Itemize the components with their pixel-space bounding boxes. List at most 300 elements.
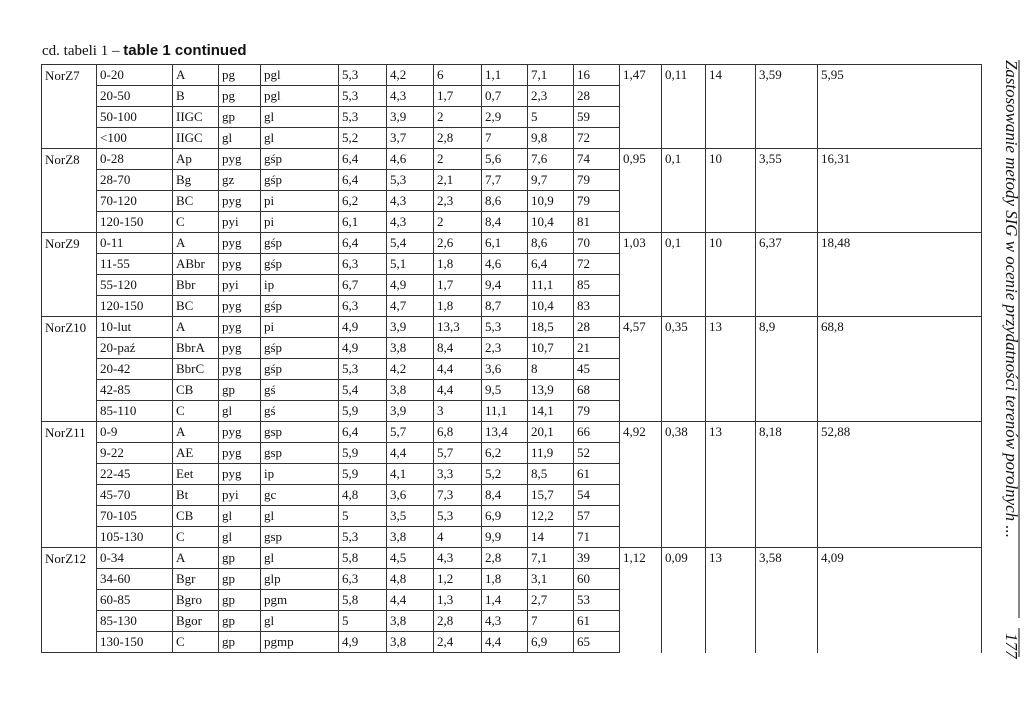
table-cell: 34-60: [97, 569, 173, 590]
summary-empty-cell: [818, 380, 982, 401]
table-cell: 13,3: [434, 317, 482, 338]
summary-empty-cell: [756, 170, 818, 191]
summary-cell: 18,48: [818, 233, 982, 254]
table-cell: 39: [574, 548, 620, 569]
page-number: 177: [1002, 633, 1021, 659]
table-cell: 60: [574, 569, 620, 590]
table-cell: 10-lut: [97, 317, 173, 338]
table-cell: 5,8: [339, 548, 387, 569]
table-cell: 5,3: [434, 506, 482, 527]
site-cell: NorZ11: [42, 422, 97, 548]
table-cell: Bgor: [173, 611, 219, 632]
summary-empty-cell: [756, 590, 818, 611]
table-cell: 1,8: [434, 296, 482, 317]
table-cell: 9,9: [482, 527, 528, 548]
summary-empty-cell: [706, 569, 756, 590]
summary-empty-cell: [620, 296, 662, 317]
table-cell: 5,6: [482, 149, 528, 170]
table-cell: 66: [574, 422, 620, 443]
table-cell: 8,4: [482, 212, 528, 233]
summary-empty-cell: [706, 485, 756, 506]
summary-cell: 14: [706, 65, 756, 86]
table-cell: 4,8: [387, 569, 434, 590]
summary-empty-cell: [706, 296, 756, 317]
summary-empty-cell: [818, 506, 982, 527]
table-cell: 5,2: [482, 464, 528, 485]
table-cell: 85-130: [97, 611, 173, 632]
summary-empty-cell: [706, 254, 756, 275]
table-cell: 8,6: [482, 191, 528, 212]
summary-empty-cell: [620, 275, 662, 296]
summary-cell: 3,58: [756, 548, 818, 569]
table-cell: gśp: [261, 254, 339, 275]
table-cell: pgm: [261, 590, 339, 611]
table-cell: 20-paź: [97, 338, 173, 359]
site-cell: NorZ8: [42, 149, 97, 233]
summary-empty-cell: [662, 170, 706, 191]
table-cell: 42-85: [97, 380, 173, 401]
table-cell: 9,4: [482, 275, 528, 296]
table-cell: 8,4: [434, 338, 482, 359]
summary-empty-cell: [756, 485, 818, 506]
table-cell: gp: [219, 548, 261, 569]
table-cell: 4,9: [339, 338, 387, 359]
table-row: [42, 107, 982, 128]
summary-empty-cell: [662, 506, 706, 527]
summary-empty-cell: [818, 212, 982, 233]
table-caption: [42, 42, 247, 60]
table-cell: 7: [528, 611, 574, 632]
summary-empty-cell: [818, 401, 982, 422]
table-cell: 10,9: [528, 191, 574, 212]
table-row: [42, 548, 982, 569]
summary-cell: 0,1: [662, 149, 706, 170]
table-cell: 70-105: [97, 506, 173, 527]
summary-empty-cell: [620, 107, 662, 128]
summary-empty-cell: [662, 485, 706, 506]
summary-empty-cell: [620, 527, 662, 548]
summary-empty-cell: [620, 611, 662, 632]
table-cell: pyg: [219, 296, 261, 317]
summary-empty-cell: [818, 590, 982, 611]
table-cell: 4,3: [434, 548, 482, 569]
summary-empty-cell: [706, 632, 756, 653]
table-cell: 28: [574, 86, 620, 107]
table-row: [42, 422, 982, 443]
table-cell: 3,8: [387, 527, 434, 548]
site-cell: NorZ9: [42, 233, 97, 317]
summary-empty-cell: [662, 590, 706, 611]
table-row: [42, 464, 982, 485]
table-cell: IIGC: [173, 128, 219, 149]
table-cell: 3,7: [387, 128, 434, 149]
table-cell: pyg: [219, 443, 261, 464]
summary-empty-cell: [706, 275, 756, 296]
table-cell: 1,7: [434, 86, 482, 107]
table-cell: 55-120: [97, 275, 173, 296]
summary-cell: 16,31: [818, 149, 982, 170]
summary-empty-cell: [818, 128, 982, 149]
table-cell: 72: [574, 128, 620, 149]
summary-empty-cell: [662, 611, 706, 632]
table-cell: 15,7: [528, 485, 574, 506]
table-row: [42, 212, 982, 233]
table-row: [42, 296, 982, 317]
table-cell: 1,1: [482, 65, 528, 86]
table-cell: Bt: [173, 485, 219, 506]
summary-empty-cell: [662, 359, 706, 380]
table-cell: BC: [173, 296, 219, 317]
table-cell: gl: [219, 401, 261, 422]
table-cell: pi: [261, 212, 339, 233]
table-cell: gp: [219, 107, 261, 128]
table-cell: gsp: [261, 527, 339, 548]
table-cell: C: [173, 401, 219, 422]
table-cell: 4,4: [387, 590, 434, 611]
table-cell: gś: [261, 401, 339, 422]
table-cell: 4,1: [387, 464, 434, 485]
table-cell: 70-120: [97, 191, 173, 212]
table-cell: 6,3: [339, 254, 387, 275]
table-cell: 14,1: [528, 401, 574, 422]
table-cell: ABbr: [173, 254, 219, 275]
summary-empty-cell: [756, 191, 818, 212]
table-cell: pyg: [219, 317, 261, 338]
summary-cell: 1,03: [620, 233, 662, 254]
table-cell: 9-22: [97, 443, 173, 464]
table-row: [42, 233, 982, 254]
table-cell: 22-45: [97, 464, 173, 485]
table-cell: 6,3: [339, 296, 387, 317]
running-header-svg: [1002, 60, 1021, 660]
table-row: [42, 569, 982, 590]
summary-empty-cell: [662, 86, 706, 107]
site-cell: NorZ7: [42, 65, 97, 149]
table-row: [42, 359, 982, 380]
table-cell: 6,7: [339, 275, 387, 296]
summary-empty-cell: [706, 338, 756, 359]
table-cell: Bbr: [173, 275, 219, 296]
summary-empty-cell: [818, 338, 982, 359]
summary-empty-cell: [662, 275, 706, 296]
table-cell: 4,2: [387, 65, 434, 86]
summary-empty-cell: [818, 632, 982, 653]
table-cell: 50-100: [97, 107, 173, 128]
table-cell: 3,3: [434, 464, 482, 485]
table-cell: gl: [261, 506, 339, 527]
summary-empty-cell: [620, 401, 662, 422]
site-cell: NorZ10: [42, 317, 97, 422]
table-row: [42, 191, 982, 212]
table-cell: gl: [219, 527, 261, 548]
table-cell: 10,7: [528, 338, 574, 359]
table-cell: 3,8: [387, 338, 434, 359]
summary-cell: 0,1: [662, 233, 706, 254]
table-cell: pyg: [219, 149, 261, 170]
table-cell: 2,8: [434, 611, 482, 632]
table-cell: 85: [574, 275, 620, 296]
summary-empty-cell: [662, 527, 706, 548]
table-cell: 3,6: [482, 359, 528, 380]
table-cell: pyg: [219, 233, 261, 254]
summary-empty-cell: [756, 464, 818, 485]
summary-empty-cell: [662, 107, 706, 128]
table-cell: 4,3: [387, 212, 434, 233]
summary-empty-cell: [756, 569, 818, 590]
running-header: [1002, 60, 1021, 660]
table-row: [42, 317, 982, 338]
table-cell: 83: [574, 296, 620, 317]
table-cell: 4,4: [387, 443, 434, 464]
table-cell: gl: [261, 107, 339, 128]
summary-empty-cell: [620, 212, 662, 233]
table-cell: 1,4: [482, 590, 528, 611]
table-cell: 71: [574, 527, 620, 548]
summary-empty-cell: [818, 464, 982, 485]
table-cell: ip: [261, 275, 339, 296]
table-cell: 5,1: [387, 254, 434, 275]
table-cell: 12,2: [528, 506, 574, 527]
table-cell: 9,8: [528, 128, 574, 149]
summary-empty-cell: [620, 443, 662, 464]
summary-cell: 4,09: [818, 548, 982, 569]
table-cell: 120-150: [97, 296, 173, 317]
summary-empty-cell: [818, 275, 982, 296]
table-cell: Ap: [173, 149, 219, 170]
summary-cell: 0,09: [662, 548, 706, 569]
summary-empty-cell: [620, 359, 662, 380]
summary-cell: 68,8: [818, 317, 982, 338]
table-cell: 3,8: [387, 632, 434, 653]
summary-empty-cell: [756, 86, 818, 107]
table-cell: 3: [434, 401, 482, 422]
table-cell: 57: [574, 506, 620, 527]
table-cell: 4,4: [482, 632, 528, 653]
table-row: [42, 443, 982, 464]
table-cell: CB: [173, 506, 219, 527]
table-cell: gz: [219, 170, 261, 191]
summary-cell: 13: [706, 548, 756, 569]
table-cell: 6,9: [528, 632, 574, 653]
summary-cell: 13: [706, 317, 756, 338]
table-cell: Bg: [173, 170, 219, 191]
table-cell: pgl: [261, 65, 339, 86]
table-cell: C: [173, 212, 219, 233]
table-row: [42, 170, 982, 191]
table-cell: 5,8: [339, 590, 387, 611]
table-cell: gsp: [261, 443, 339, 464]
table-cell: 6,2: [482, 443, 528, 464]
table-cell: 79: [574, 191, 620, 212]
table-cell: 0-34: [97, 548, 173, 569]
summary-empty-cell: [620, 128, 662, 149]
site-cell: NorZ12: [42, 548, 97, 653]
table-cell: 60-85: [97, 590, 173, 611]
summary-cell: 3,59: [756, 65, 818, 86]
table-cell: glp: [261, 569, 339, 590]
table-cell: 3,9: [387, 107, 434, 128]
table-cell: A: [173, 548, 219, 569]
summary-empty-cell: [756, 443, 818, 464]
table-cell: 10,4: [528, 212, 574, 233]
table-cell: 3,1: [528, 569, 574, 590]
table-cell: pyg: [219, 464, 261, 485]
summary-empty-cell: [756, 212, 818, 233]
table-cell: 2: [434, 107, 482, 128]
table-cell: 105-130: [97, 527, 173, 548]
table-cell: 0-11: [97, 233, 173, 254]
table-cell: 2,8: [482, 548, 528, 569]
summary-empty-cell: [706, 401, 756, 422]
table-cell: 7: [482, 128, 528, 149]
summary-empty-cell: [818, 611, 982, 632]
table-cell: gl: [219, 506, 261, 527]
table-cell: 1,2: [434, 569, 482, 590]
summary-empty-cell: [756, 506, 818, 527]
table-row: [42, 338, 982, 359]
summary-empty-cell: [706, 359, 756, 380]
summary-empty-cell: [706, 443, 756, 464]
table-cell: Bgro: [173, 590, 219, 611]
table-cell: 13,4: [482, 422, 528, 443]
table-cell: 4,3: [387, 191, 434, 212]
summary-empty-cell: [706, 506, 756, 527]
table-cell: 0-28: [97, 149, 173, 170]
summary-cell: 8,18: [756, 422, 818, 443]
table-cell: Bgr: [173, 569, 219, 590]
table-cell: 6,2: [339, 191, 387, 212]
summary-cell: 0,11: [662, 65, 706, 86]
table-cell: pyi: [219, 212, 261, 233]
table-cell: 2: [434, 149, 482, 170]
summary-cell: 8,9: [756, 317, 818, 338]
table-cell: 2,8: [434, 128, 482, 149]
table-cell: ip: [261, 464, 339, 485]
summary-empty-cell: [662, 212, 706, 233]
summary-empty-cell: [818, 296, 982, 317]
table-cell: 11,1: [482, 401, 528, 422]
summary-empty-cell: [662, 191, 706, 212]
table-cell: 9,5: [482, 380, 528, 401]
table-cell: gśp: [261, 170, 339, 191]
summary-empty-cell: [756, 338, 818, 359]
table-cell: 5,3: [339, 65, 387, 86]
table-cell: 68: [574, 380, 620, 401]
summary-empty-cell: [706, 527, 756, 548]
table-cell: 20-50: [97, 86, 173, 107]
summary-cell: 1,12: [620, 548, 662, 569]
table-cell: gś: [261, 380, 339, 401]
summary-empty-cell: [706, 380, 756, 401]
summary-empty-cell: [662, 254, 706, 275]
table-cell: 5,3: [339, 107, 387, 128]
table-cell: 4,6: [482, 254, 528, 275]
table-cell: 3,8: [387, 380, 434, 401]
table-cell: 3,8: [387, 611, 434, 632]
table-row: [42, 380, 982, 401]
table-cell: 52: [574, 443, 620, 464]
table-cell: 28: [574, 317, 620, 338]
table-cell: IIGC: [173, 107, 219, 128]
table-cell: 3,9: [387, 401, 434, 422]
table-cell: 0-9: [97, 422, 173, 443]
table-cell: gśp: [261, 359, 339, 380]
table-cell: 5,3: [339, 86, 387, 107]
table-cell: gp: [219, 590, 261, 611]
summary-empty-cell: [818, 485, 982, 506]
summary-empty-cell: [706, 590, 756, 611]
table-cell: 79: [574, 170, 620, 191]
summary-empty-cell: [706, 212, 756, 233]
summary-empty-cell: [620, 254, 662, 275]
table-cell: gp: [219, 569, 261, 590]
summary-empty-cell: [620, 170, 662, 191]
table-cell: 74: [574, 149, 620, 170]
soil-profile-table: [41, 64, 982, 653]
table-cell: 13,9: [528, 380, 574, 401]
summary-cell: 4,92: [620, 422, 662, 443]
table-cell: 6,4: [339, 149, 387, 170]
table-cell: 3,6: [387, 485, 434, 506]
table-cell: BC: [173, 191, 219, 212]
table-cell: 79: [574, 401, 620, 422]
table-cell: BbrC: [173, 359, 219, 380]
table-cell: 5,3: [339, 527, 387, 548]
table-row: [42, 65, 982, 86]
summary-empty-cell: [620, 632, 662, 653]
summary-empty-cell: [756, 401, 818, 422]
table-cell: 6,4: [528, 254, 574, 275]
table-cell: 4,3: [387, 86, 434, 107]
summary-empty-cell: [756, 254, 818, 275]
table-cell: gp: [219, 632, 261, 653]
table-cell: gl: [261, 611, 339, 632]
table-cell: 6,8: [434, 422, 482, 443]
table-cell: 11,9: [528, 443, 574, 464]
summary-empty-cell: [706, 170, 756, 191]
summary-cell: 3,55: [756, 149, 818, 170]
summary-cell: 0,95: [620, 149, 662, 170]
summary-cell: 5,95: [818, 65, 982, 86]
table-cell: 5,3: [482, 317, 528, 338]
table-cell: 59: [574, 107, 620, 128]
summary-empty-cell: [662, 128, 706, 149]
table-cell: pi: [261, 317, 339, 338]
summary-empty-cell: [662, 632, 706, 653]
table-cell: 7,3: [434, 485, 482, 506]
table-cell: 8,4: [482, 485, 528, 506]
table-cell: 2,3: [482, 338, 528, 359]
summary-empty-cell: [706, 107, 756, 128]
summary-empty-cell: [620, 338, 662, 359]
table-cell: 2,9: [482, 107, 528, 128]
summary-empty-cell: [756, 527, 818, 548]
table-cell: 5,3: [387, 170, 434, 191]
table-cell: 4,4: [434, 380, 482, 401]
table-cell: 5,4: [339, 380, 387, 401]
summary-empty-cell: [706, 611, 756, 632]
table-cell: C: [173, 527, 219, 548]
table-cell: pyg: [219, 422, 261, 443]
table-row: [42, 275, 982, 296]
summary-empty-cell: [818, 569, 982, 590]
table-cell: gp: [219, 380, 261, 401]
summary-empty-cell: [818, 527, 982, 548]
table-cell: 16: [574, 65, 620, 86]
table-cell: 2,7: [528, 590, 574, 611]
table-cell: pg: [219, 86, 261, 107]
summary-cell: 10: [706, 233, 756, 254]
